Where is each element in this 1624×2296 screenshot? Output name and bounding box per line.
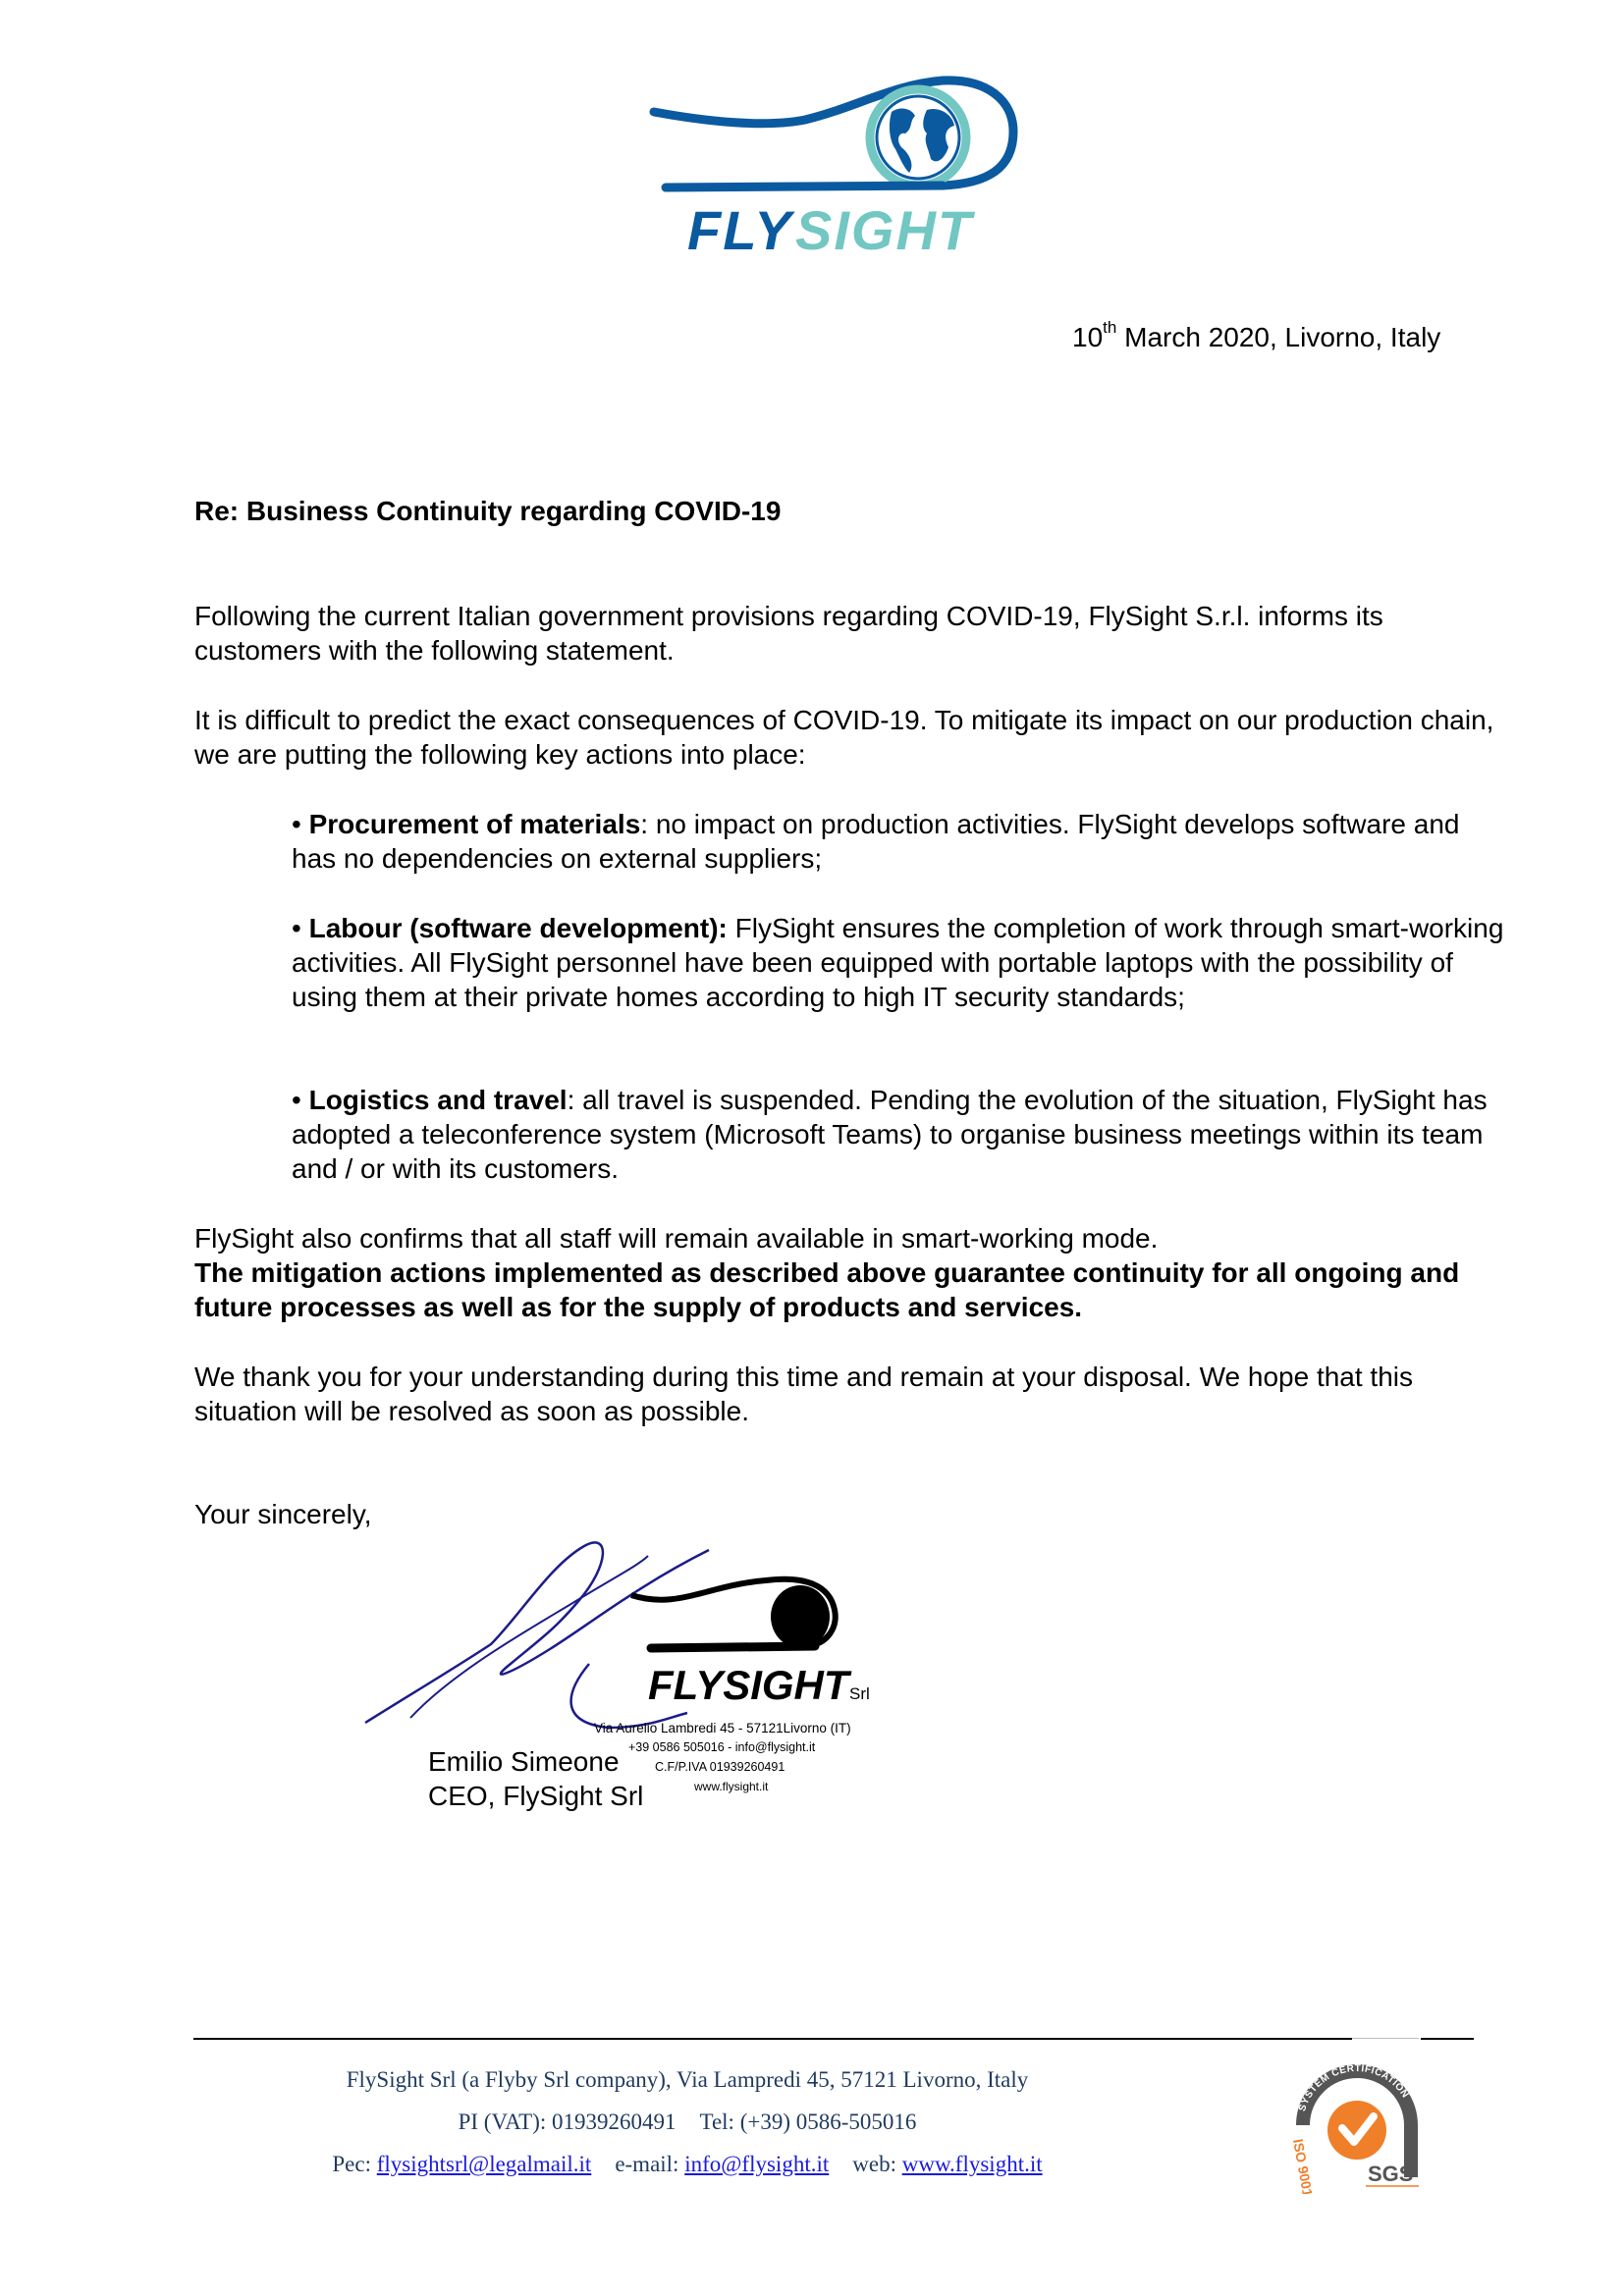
stamp-phone-email: +39 0586 505016 - info@flysight.it — [628, 1740, 816, 1754]
date-suffix: th — [1103, 318, 1117, 337]
stamp-vat: C.F/P.IVA 01939260491 — [655, 1760, 785, 1774]
action-title: Procurement of materials — [308, 809, 641, 839]
guarantee-text: The mitigation actions implemented as described above guarantee continuity for all ongoing and future processes as well as for the supply of products and services. — [194, 1257, 1460, 1322]
footer-divider — [193, 2038, 1352, 2040]
bullet: • — [292, 809, 309, 839]
handwritten-signature-icon — [353, 1526, 943, 1752]
closing-salutation: Your sincerely, — [194, 1499, 372, 1529]
footer-divider-thin — [1352, 2038, 1419, 2039]
svg-text:Srl: Srl — [849, 1684, 870, 1703]
date-place: March 2020, Livorno, Italy — [1116, 322, 1441, 352]
pec-email-link[interactable]: flysightsrl@legalmail.it — [376, 2152, 592, 2176]
action-item-logistics — [292, 1083, 1509, 1186]
email-label: e-mail: — [615, 2152, 685, 2176]
footer-vat: PI (VAT): 01939260491 — [458, 2109, 677, 2134]
bullet: • — [292, 913, 309, 943]
footer-company-line: FlySight Srl (a Flyby Srl company), Via Lampredi 45, 57121 Livorno, Italy — [346, 2067, 1029, 2092]
sgs-iso-9001-certification-icon — [1281, 2052, 1434, 2194]
email-link[interactable]: info@flysight.it — [684, 2152, 830, 2176]
svg-text:SGS: SGS — [1368, 2162, 1414, 2186]
letter-subject: Re: Business Continuity regarding COVID-19 — [194, 496, 782, 526]
context-paragraph: It is difficult to predict the exact consequences of COVID-19. To mitigate its impact on our production chain, we are putting the following key actions into place: — [194, 705, 1494, 770]
website-link[interactable]: www.flysight.it — [901, 2152, 1043, 2176]
action-title: Logistics and travel — [308, 1085, 568, 1115]
svg-text:SYSTEM CERTIFICATION: SYSTEM CERTIFICATION — [1297, 2062, 1411, 2113]
action-item-procurement — [292, 807, 1509, 876]
svg-text:SIGHT: SIGHT — [795, 199, 974, 261]
footer-divider-end — [1421, 2038, 1474, 2040]
flysight-logo — [648, 71, 1021, 262]
action-text: : no impact on production activities. FlySight develops software and has no dependencies on external suppliers; — [292, 809, 1460, 874]
date-day: 10 — [1072, 322, 1104, 352]
signatory-role: CEO, FlySight Srl — [428, 1781, 644, 1811]
web-label: web: — [852, 2152, 902, 2176]
svg-text:FLYSIGHT: FLYSIGHT — [648, 1662, 849, 1708]
iso-certification-badge — [1281, 2052, 1434, 2194]
stamp-web: www.flysight.it — [694, 1780, 769, 1793]
action-text: FlySight ensures the completion of work through smart-working activities. All FlySight personnel have been equipped with portable laptops with the possibility of using them at their private homes according to high IT security standards; — [292, 913, 1504, 1012]
svg-text:ISO 9001: ISO 9001 — [1290, 2137, 1317, 2194]
signatory-name: Emilio Simeone — [428, 1746, 620, 1777]
footer-vat-tel-line — [255, 2109, 1119, 2135]
signatory — [428, 1744, 643, 1813]
stamp-address: Via Aurelio Lambredi 45 - 57121Livorno (IT) — [594, 1721, 851, 1735]
action-item-labour — [292, 911, 1509, 1014]
pec-label: Pec: — [332, 2152, 377, 2176]
svg-text:FLY: FLY — [687, 199, 793, 261]
footer-tel: Tel: (+39) 0586-505016 — [699, 2109, 917, 2134]
confirm-text: FlySight also confirms that all staff will remain available in smart-working mode. — [194, 1223, 1159, 1254]
intro-paragraph: Following the current Italian government provisions regarding COVID-19, FlySight S.r.l. informs its customers with the following statement. — [194, 601, 1383, 666]
letter-date — [1072, 318, 1441, 353]
flysight-globe-logo-icon — [648, 71, 1021, 262]
signature-stamp — [353, 1526, 943, 1752]
action-title: Labour (software development): — [308, 913, 728, 943]
action-text: : all travel is suspended. Pending the evolution of the situation, FlySight has adopted a teleconference system (Microsoft Teams) to organise business meetings within its team and / or with its customers. — [292, 1085, 1488, 1184]
bullet: • — [292, 1085, 309, 1115]
footer-contacts-line — [255, 2152, 1119, 2177]
confirmation-paragraph — [194, 1221, 1500, 1324]
thanks-paragraph: We thank you for your understanding during this time and remain at your disposal. We hope that this situation will be resolved as soon as possible. — [194, 1362, 1413, 1426]
